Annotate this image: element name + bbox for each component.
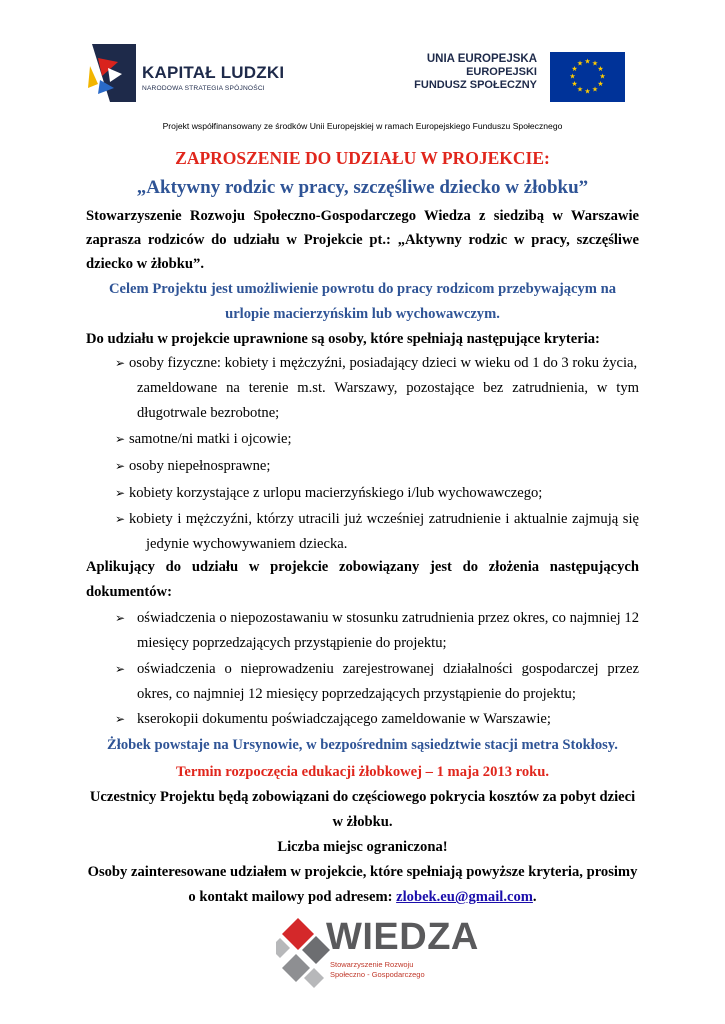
document-item-line: oświadczenia o niepozostawaniu w stosunku zatrudnienia przez okres, co najmniej 12	[137, 610, 639, 626]
documents-heading-line-1: Aplikujący do udziału w projekcie zobowiązany jest do złożenia następujących	[86, 559, 639, 575]
contact-email-link[interactable]: zlobek.eu@gmail.com	[396, 889, 533, 905]
document-item	[115, 657, 639, 707]
wiedza-subtitle-2: Społeczno - Gospodarczego	[330, 970, 425, 979]
wiedza-wordmark: WIEDZA	[326, 916, 479, 958]
eu-logo	[414, 52, 625, 104]
kapital-ludzki-title: KAPITAŁ LUDZKI	[142, 63, 285, 82]
contact-prefix: o kontakt mailowy pod adresem:	[188, 889, 397, 905]
document-item	[115, 707, 639, 732]
arrow-bullet-icon: ➢	[115, 712, 126, 726]
start-date-note: Termin rozpoczęcia edukacji żłobkowej – 1 maja 2013 roku.	[175, 764, 550, 780]
eligibility-item-line: jedynie wychowywaniem dziecka.	[146, 536, 348, 552]
document-item-line: miesięcy poprzedzających przystąpienie do projektu;	[137, 635, 447, 651]
wiedza-logo	[276, 912, 479, 992]
document-item-line: kserokopii dokumentu poświadczającego zameldowanie w Warszawie;	[137, 711, 551, 727]
funding-note: Projekt współfinansowany ze środków Unii Europejskiej w ramach Europejskiego Funduszu Społecznego	[162, 121, 563, 131]
eligibility-heading: Do udziału w projekcie uprawnione są osoby, które spełniają następujące kryteria:	[86, 331, 600, 347]
svg-text:★: ★	[576, 85, 584, 94]
eligibility-item-line: osoby niepełnosprawne;	[129, 458, 271, 474]
goal-line-1: Celem Projektu jest umożliwienie powrotu do pracy rodzicom przebywającym na	[108, 281, 617, 297]
eligibility-item-line: samotne/ni matki i ojcowie;	[129, 431, 292, 447]
invitation-title: ZAPROSZENIE DO UDZIAŁU W PROJEKCIE:	[175, 148, 550, 168]
eligibility-item-line: kobiety korzystające z urlopu macierzyńskiego i/lub wychowawczego;	[129, 485, 543, 501]
arrow-bullet-icon: ➢	[115, 486, 126, 500]
eu-text	[414, 52, 537, 92]
limited-places-note: Liczba miejsc ograniczona!	[277, 839, 448, 855]
svg-text:★: ★	[597, 80, 604, 88]
svg-text:★: ★	[584, 87, 591, 96]
kapital-ludzki-mark-icon	[88, 44, 136, 102]
svg-text:★: ★	[569, 72, 576, 81]
eligibility-item	[115, 454, 639, 479]
arrow-bullet-icon: ➢	[115, 512, 126, 526]
svg-text:★: ★	[597, 65, 604, 73]
contact-line-1: Osoby zainteresowane udziałem w projekcie, które spełniają powyższe kryteria, prosimy	[87, 864, 638, 880]
location-note: Żłobek powstaje na Ursynowie, w bezpośrednim sąsiedztwie stacji metra Stokłosy.	[107, 737, 618, 753]
arrow-bullet-icon: ➢	[115, 611, 126, 625]
eligibility-item	[115, 481, 639, 506]
svg-text:★: ★	[576, 59, 584, 68]
document-item-line: okres, co najmniej 12 miesięcy poprzedzających przystąpienie do projektu;	[137, 686, 576, 702]
goal-line-2: urlopie macierzyńskim lub wychowawczym.	[225, 306, 500, 322]
intro-line-3: dziecko w żłobku”.	[86, 256, 204, 272]
arrow-bullet-icon: ➢	[115, 459, 126, 473]
arrow-bullet-icon: ➢	[115, 662, 126, 676]
document-item	[115, 606, 639, 656]
eligibility-item-line: kobiety i mężczyźni, którzy utracili już wcześniej zatrudnienie i aktualnie zajmują się	[129, 511, 639, 527]
eligibility-item-line: zameldowane na terenie m.st. Warszawy, pozostające bez zatrudnienia, w tym	[137, 380, 639, 396]
svg-text:★: ★	[584, 57, 591, 66]
wiedza-mark-icon	[276, 916, 332, 988]
kapital-ludzki-subtitle: NARODOWA STRATEGIA SPÓJNOŚCI	[142, 85, 265, 92]
contact-suffix: .	[532, 889, 537, 905]
svg-text:★: ★	[571, 80, 578, 88]
costs-line-1: Uczestnicy Projektu będą zobowiązani do częściowego pokrycia kosztów za pobyt dzieci	[89, 789, 636, 805]
eligibility-item	[115, 427, 639, 452]
arrow-bullet-icon: ➢	[115, 432, 126, 446]
eligibility-item	[115, 507, 639, 557]
eu-text-line2: EUROPEJSKI	[466, 66, 537, 78]
svg-text:★: ★	[591, 85, 599, 94]
wiedza-subtitle-1: Stowarzyszenie Rozwoju	[330, 960, 414, 969]
eligibility-item-line: osoby fizyczne: kobiety i mężczyźni, posiadający dzieci w wieku od 1 do 3 roku życia,	[129, 355, 638, 371]
arrow-bullet-icon: ➢	[115, 356, 126, 370]
eu-flag-icon	[550, 52, 625, 102]
documents-heading-line-2: dokumentów:	[86, 584, 172, 600]
kapital-ludzki-logo	[88, 44, 285, 102]
svg-text:★: ★	[599, 72, 606, 81]
contact-line-2	[86, 885, 639, 909]
project-title: „Aktywny rodzic w pracy, szczęśliwe dziecko w żłobku”	[136, 177, 589, 198]
document-item-line: oświadczenia o nieprowadzeniu zarejestrowanej działalności gospodarczej przez	[137, 661, 639, 677]
costs-line-2: w żłobku.	[332, 814, 393, 830]
intro-line-1: Stowarzyszenie Rozwoju Społeczno-Gospodarczego Wiedza z siedzibą w Warszawie	[86, 208, 639, 224]
eligibility-item-line: długotrwale bezrobotne;	[137, 405, 280, 421]
svg-text:★: ★	[571, 65, 578, 73]
eu-text-line1: UNIA EUROPEJSKA	[426, 53, 537, 65]
intro-line-2: zaprasza rodziców do udziału w Projekcie pt.: „Aktywny rodzic w pracy, szczęśliwe	[86, 232, 639, 248]
eligibility-item	[115, 351, 639, 426]
eu-text-line3: FUNDUSZ SPOŁECZNY	[414, 79, 537, 91]
svg-text:★: ★	[591, 59, 599, 68]
